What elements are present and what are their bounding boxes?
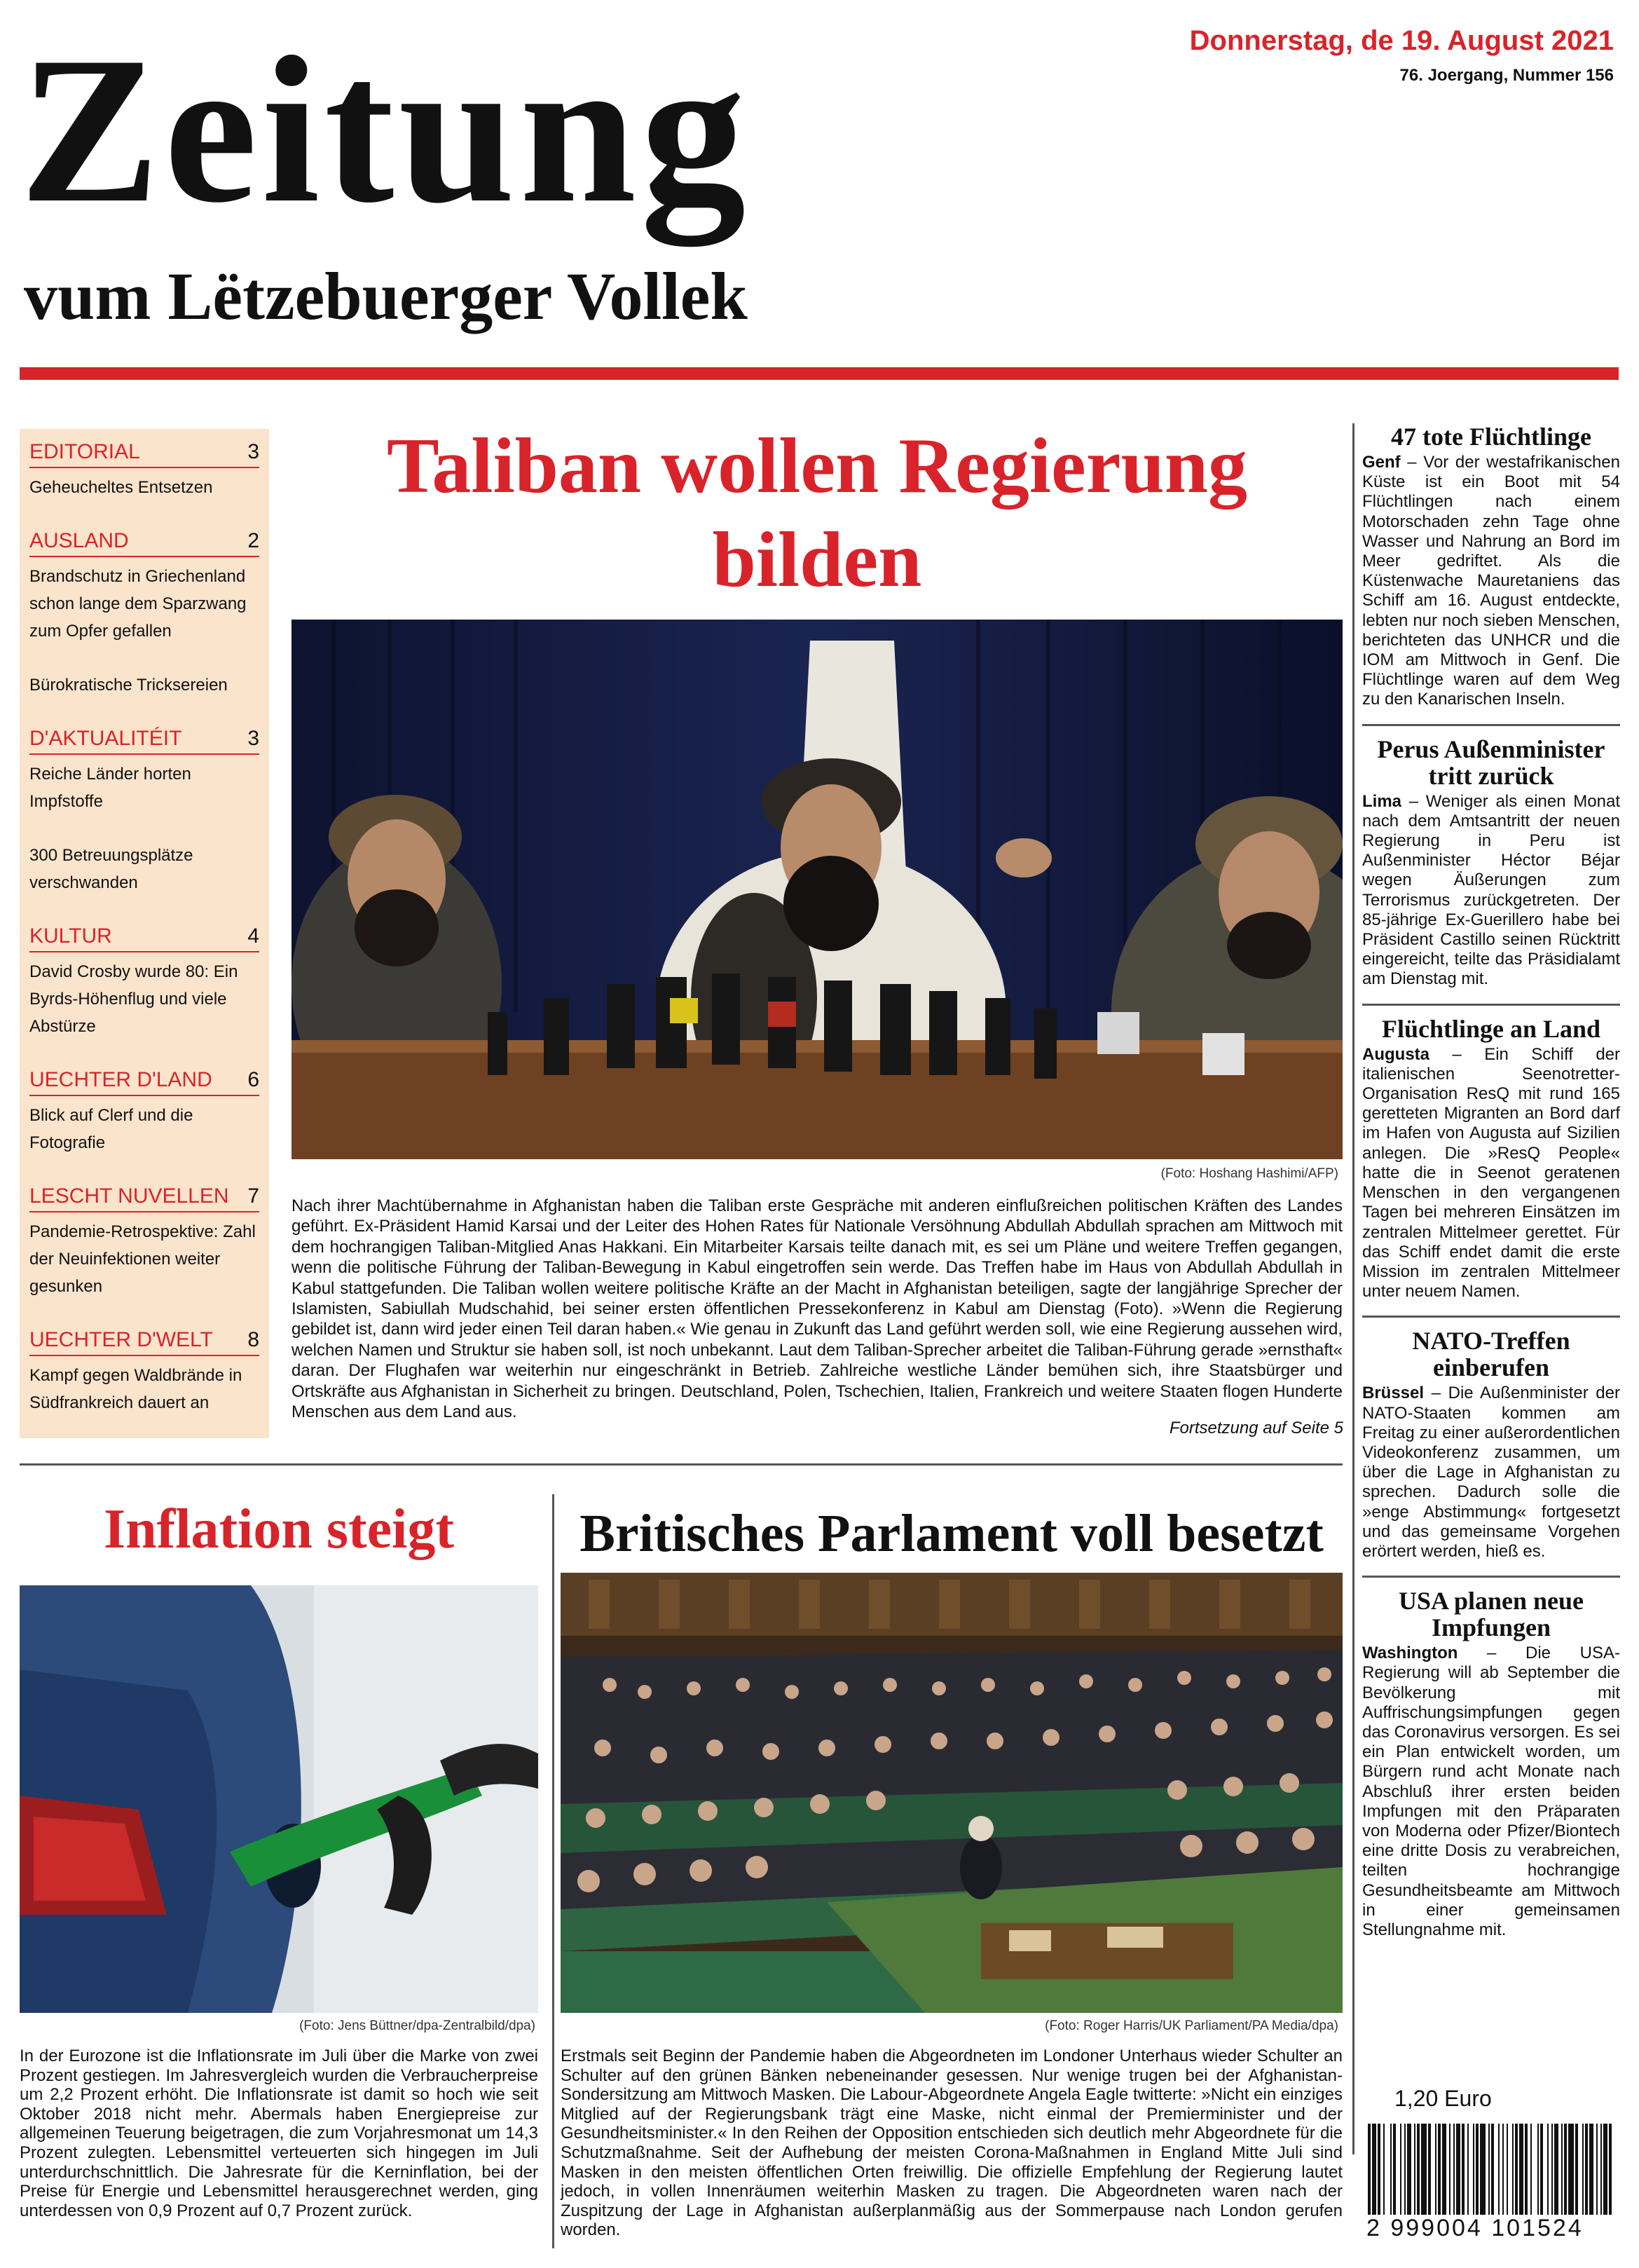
barcode-bar (1435, 2124, 1436, 2229)
barcode-bar (1383, 2124, 1385, 2229)
barcode-bar (1449, 2124, 1451, 2229)
toc-section (29, 528, 259, 699)
brief-body (1362, 1045, 1620, 1302)
barcode-bar (1530, 2124, 1532, 2229)
toc-section-header[interactable] (29, 439, 259, 468)
toc-item[interactable]: Geheucheltes Entsetzen (29, 478, 213, 497)
toc-section-title: D'AKTUALITÉIT (29, 727, 182, 750)
lead-photo-credit: (Foto: Hoshang Hashimi/AFP) (1160, 1166, 1338, 1181)
toc-item[interactable]: 300 Betreuungsplätze verschwanden (29, 846, 193, 892)
brief-headline[interactable]: USA planen neue Impfungen (1398, 1587, 1584, 1642)
toc-section-title: LESCHT NUVELLEN (29, 1184, 229, 1208)
lead-photo (292, 620, 1343, 1159)
toc-page-number: 2 (247, 529, 259, 552)
barcode-bar (1453, 2124, 1455, 2229)
brief-dateline: Brüssel (1362, 1384, 1425, 1403)
brief-dateline: Lima (1362, 791, 1402, 811)
brief-body (1362, 453, 1620, 710)
table-of-contents (20, 429, 269, 1438)
barcode-bar (1585, 2124, 1588, 2229)
barcode-bar (1491, 2124, 1494, 2229)
barcode-bar (1467, 2124, 1469, 2229)
barcode-bar (1519, 2124, 1523, 2229)
brief-headline[interactable]: Perus Außenminister tritt zurück (1377, 735, 1605, 790)
barcode-bar (1589, 2124, 1593, 2229)
barcode-bar (1438, 2124, 1441, 2229)
barcode-bar (1561, 2124, 1563, 2229)
toc-item[interactable]: Kampf gegen Waldbrände in Südfrankreich dauert an (29, 1366, 242, 1412)
lead-continued-link[interactable]: Fortsetzung auf Seite 5 (1169, 1419, 1343, 1437)
brief-dateline: Genf (1362, 453, 1401, 472)
barcode-number: 2 999004 101524 (1362, 2215, 1620, 2242)
barcode-bar (1568, 2124, 1574, 2229)
barcode-bar (1575, 2124, 1578, 2229)
barcode-bar (1596, 2124, 1598, 2229)
brief-body (1362, 1644, 1620, 1940)
barcode-bar (1390, 2124, 1392, 2229)
barcode-bar (1404, 2124, 1406, 2229)
toc-section-header[interactable] (29, 1327, 259, 1356)
brief-headline[interactable]: 47 tote Flüchtlinge (1391, 423, 1591, 451)
toc-item[interactable]: Blick auf Clerf und die Fotografie (29, 1106, 193, 1152)
masthead-subtitle: vum Lëtzebuerger Vollek (24, 259, 748, 334)
brief-headline[interactable]: NATO-Treffen einberufen (1412, 1327, 1570, 1382)
barcode-bar (1372, 2124, 1376, 2229)
barcode-bar (1428, 2124, 1431, 2229)
news-briefs (1362, 423, 1620, 1954)
toc-section (29, 1183, 259, 1300)
barcode-bar (1456, 2124, 1460, 2229)
barcode-bar (1515, 2124, 1518, 2229)
brief-divider (1362, 1316, 1620, 1318)
barcode-bar (1473, 2124, 1474, 2229)
lead-body: Nach ihrer Machtübernahme in Afghanistan haben die Taliban erste Gespräche mit anderen einflußreichen politischen Kräften des Landes geführt. Ex-Präsident Hamid Karsai und der Leiter des Hohen Rates für Nationale Versöhnung Abdullah Abdullah sprachen am Mittwoch mit dem hochrangigen Taliban-Mitglied Anas Hakkani. Ein Mitarbeiter Karsais teilte danach mit, es sei um Pläne und weitere Treffen gegangen, wenn die politische Führung der Taliban-Bewegung in Kabul eingetroffen sein werde. Das Treffen habe im Haus von Abdullah Abdullah in Kabul stattgefunden. Die Taliban wollen weitere politische Kräfte an der Macht in Afghanistan beteiligen, sagte der langjährige Sprecher der Islamisten, Sabiullah Mudschahid, bei seiner ersten öffentlichen Pressekonferenz in Kabul am Dienstag (Foto). »Wenn die Regierung gebildet ist, dann wird jeder einen Teil daran haben.« Wie genau in Zukunft das Land geführt werden soll, wie eine Regierung aussehen wird, welchen Namen und Struktur sie haben soll, ist noch unbekannt. Laut dem Taliban-Sprecher arbeitet die Taliban-Führung gerade »ernsthaft« daran. Der Flughafen war weiterhin nur eingeschränkt in Betrieb. Zahlreiche westliche Länder bemühen sich, ihre Staatsbürger und Ortskräfte aus Afghanistan in Sicherheit zu bringen. Deutschland, Polen, Tschechien, Italien, Frankreich und weitere Staaten flogen Hunderte Menschen aus dem Land aus. (292, 1196, 1343, 1422)
barcode-bar (1476, 2124, 1479, 2229)
toc-page-number: 3 (247, 727, 259, 750)
inflation-body: In der Eurozone ist die Inflationsrate im Juli über die Marke von zwei Prozent gestiegen. Im Jahresvergleich wurden die Verbraucherpreise um 2,2 Prozent erhöht. Die Inflationsrate ist damit so hoch wie seit Oktober 2018 nicht mehr. Abermals haben Energiepreise zur allgemeinen Teuerung beigetragen, die zum Vorjahresmonat um 14,3 Prozent zulegten. Lebensmittel verteuerten sich hingegen im Juli unterdurchschnittlich. Die Jahresrate für die Kerninflation, bei der Preise für Energie und Lebensmittel herausgerechnet werden, ging unterdessen von 0,9 Prozent auf 0,7 Prozent zurück. (20, 2047, 538, 2220)
column-rule (1352, 423, 1355, 2154)
toc-item[interactable]: Bürokratische Tricksereien (29, 676, 228, 695)
barcode-bar (1414, 2124, 1415, 2229)
barcode-bar (1600, 2124, 1602, 2229)
issue-date: Donnerstag, de 19. August 2021 (1189, 25, 1614, 56)
toc-item[interactable]: David Crosby wurde 80: Ein Byrds-Höhenflug und viele Abstürze (29, 962, 238, 1036)
barcode-bar (1498, 2124, 1500, 2229)
toc-section-header[interactable] (29, 1183, 259, 1212)
barcode-bar (1554, 2124, 1558, 2229)
brief-text: – Die USA-Regierung will ab September die Bevölkerung mit Auffrischungsimpfungen gegen das Coronavirus versorgen. Es sei ein Plan entwickelt worden, um Bürgern rund acht Monate nach Abschluß ihrer ersten beiden Impfungen mit den Präparaten von Moderna oder Pfizer/Biontech eine dritte Dosis zu verabreichen, teilten hochrangige Gesundheitsbeamte am Mittwoch in einer gemeinsamen Stellungnahme mit. (1362, 1644, 1620, 1939)
toc-item[interactable]: Reiche Länder horten Impfstoffe (29, 765, 191, 811)
issue-volume: 76. Joergang, Nummer 156 (1399, 66, 1614, 85)
barcode-bar (1547, 2124, 1549, 2229)
brief-text: – Vor der westafrikanischen Küste ist ein Boot mit 54 Flüchtlingen nach einem Motorschaden zehn Tage ohne Wasser und Nahrung an Bord im Meer gedriftet. Als die Küstenwache Mauretaniens das Schiff am 16. August entdeckte, lebten nur noch sieben Menschen, berichteten das UNHCR und die IOM am Mittwoch in Genf. Die Flüchtlinge waren auf dem Weg zu den Kanarischen Inseln. (1362, 453, 1620, 709)
barcode-bar (1480, 2124, 1486, 2229)
barcode-bar (1512, 2124, 1514, 2229)
barcode-bar (1407, 2124, 1411, 2229)
brief-text: – Die Außenminister der NATO-Staaten kommen am Freitag zu einer außerordentlichen Videokonferenz zusammen, um über die Lage in Afghanistan zu sprechen. Dadurch solle die »enge Abstimmung« fortgesetzt und das gemeinsame Vorgehen erörtert werden, hieß es. (1362, 1384, 1620, 1561)
inflation-photo-credit: (Foto: Jens Büttner/dpa-Zentralbild/dpa) (299, 2018, 535, 2033)
masthead-rule (20, 367, 1619, 380)
barcode-bar (1488, 2124, 1490, 2229)
barcode-bar (1525, 2124, 1528, 2229)
parliament-photo (561, 1573, 1343, 2013)
inflation-headline[interactable]: Inflation steigt (104, 1498, 454, 1560)
toc-item[interactable]: Pandemie-Retrospektive: Zahl der Neuinfektionen weiter gesunken (29, 1222, 256, 1296)
toc-section-title: UECHTER D'WELT (29, 1328, 213, 1351)
toc-section (29, 439, 259, 501)
brief-divider (1362, 1004, 1620, 1006)
barcode-bar (1603, 2124, 1607, 2229)
barcode-bar (1564, 2124, 1567, 2229)
lead-headline[interactable]: Taliban wollen Regierung bilden (386, 423, 1248, 603)
barcode-bar (1537, 2124, 1539, 2229)
barcode-bar (1368, 2124, 1371, 2229)
toc-section-title: KULTUR (29, 924, 112, 948)
toc-section-title: AUSLAND (29, 529, 129, 552)
toc-section-header[interactable] (29, 923, 259, 952)
masthead-title: Zeitung (20, 13, 750, 246)
brief-body (1362, 792, 1620, 990)
barcode-bar (1417, 2124, 1420, 2229)
toc-section-title: EDITORIAL (29, 440, 140, 463)
toc-page-number: 3 (247, 440, 259, 463)
brief-headline[interactable]: Flüchtlinge an Land (1381, 1014, 1601, 1043)
toc-page-number: 6 (247, 1068, 259, 1091)
toc-section (29, 1067, 259, 1156)
barcode-bar (1421, 2124, 1427, 2229)
toc-page-number: 7 (247, 1184, 259, 1208)
price: 1,20 Euro (1394, 2086, 1492, 2111)
toc-section-header[interactable] (29, 725, 259, 755)
brief-text: – Weniger als einen Monat nach dem Amtsantritt der neuen Regierung in Peru ist Außenminister Héctor Béjar wegen Äußerungen zum Terrorismus zurückgetreten. Der 85-jährige Ex-Guerillero habe bei Präsident Castillo seinen Rücktritt eingereicht, teilte das Präsidialamt am Dienstag mit. (1362, 791, 1620, 989)
barcode-bar (1609, 2124, 1612, 2229)
barcode-bar (1502, 2124, 1504, 2229)
brief-dateline: Washington (1362, 1644, 1458, 1663)
barcode-bar (1462, 2124, 1465, 2229)
barcode-bar (1507, 2124, 1508, 2229)
barcode-bar (1378, 2124, 1380, 2229)
toc-page-number: 8 (247, 1328, 259, 1351)
brief-dateline: Augusta (1362, 1044, 1429, 1064)
toc-page-number: 4 (247, 924, 259, 948)
parliament-body: Erstmals seit Beginn der Pandemie haben die Abgeordneten im Londoner Unterhaus wieder Schulter an Schulter auf den grünen Bänken nebeneinander gesessen. Nur wenige trugen bei der Afghanistan-Sondersitzung am Mittwoch Masken. Die Labour-Abgeordnete Angela Eagle twitterte: »Nicht ein einziges Mitglied auf der Regierungsbank trägt eine Maske, nicht einmal der Premierminister und der Gesundheitsminister.« In den Reihen der Opposition entschieden sich deutlich mehr Abgeordnete für die Schutzmaßnahme. Seit der Aufhebung der meisten Corona-Maßnahmen in England Mitte Juli sind Masken in den meisten öffentlichen Orten freiwillig. Die offizielle Empfehlung der Regierung lautet jedoch, in vollen Innenräumen weiterhin Masken zu tragen. Die Abgeordneten waren nach der Zuspitzung der Lage in Afghanistan außerplanmäßig aus der Sommerpause nach London gerufen worden. (561, 2047, 1343, 2240)
barcode-bar (1551, 2124, 1553, 2229)
column-rule (552, 1494, 554, 2248)
brief-text: – Ein Schiff der italienischen Seenotretter-Organisation ResQ mit rund 165 geretteten Migranten an Bord darf im Hafen von Augusta auf Sizilien anlegen. Die »ResQ People« hatte die in Seenot geratenen Menschen in den vergangenen Tagen bei mehreren Einsätzen im zentralen Mittelmeer gerettet. Für das Schiff endet damit die erste Mission im zentralen Mittelmeer unter neuem Namen. (1362, 1044, 1620, 1302)
toc-section-header[interactable] (29, 528, 259, 557)
toc-section (29, 1327, 259, 1416)
inflation-photo (20, 1585, 538, 2013)
toc-section (29, 725, 259, 896)
barcode-bar (1393, 2124, 1396, 2229)
barcode-bar (1400, 2124, 1401, 2229)
barcode-bar (1582, 2124, 1584, 2229)
section-divider (20, 1463, 1343, 1466)
brief-divider (1362, 1576, 1620, 1578)
parliament-headline[interactable]: Britisches Parlament voll besetzt (580, 1504, 1324, 1563)
barcode-bar (1442, 2124, 1446, 2229)
toc-section (29, 923, 259, 1040)
brief-divider (1362, 724, 1620, 726)
brief-body (1362, 1384, 1620, 1562)
toc-item[interactable]: Brandschutz in Griechenland schon lange dem Sparzwang zum Opfer gefallen (29, 567, 247, 641)
parliament-photo-credit: (Foto: Roger Harris/UK Parliament/PA Media/dpa) (1045, 2018, 1338, 2033)
toc-section-header[interactable] (29, 1067, 259, 1096)
barcode-bar (1540, 2124, 1543, 2229)
toc-section-title: UECHTER D'LAND (29, 1068, 212, 1091)
